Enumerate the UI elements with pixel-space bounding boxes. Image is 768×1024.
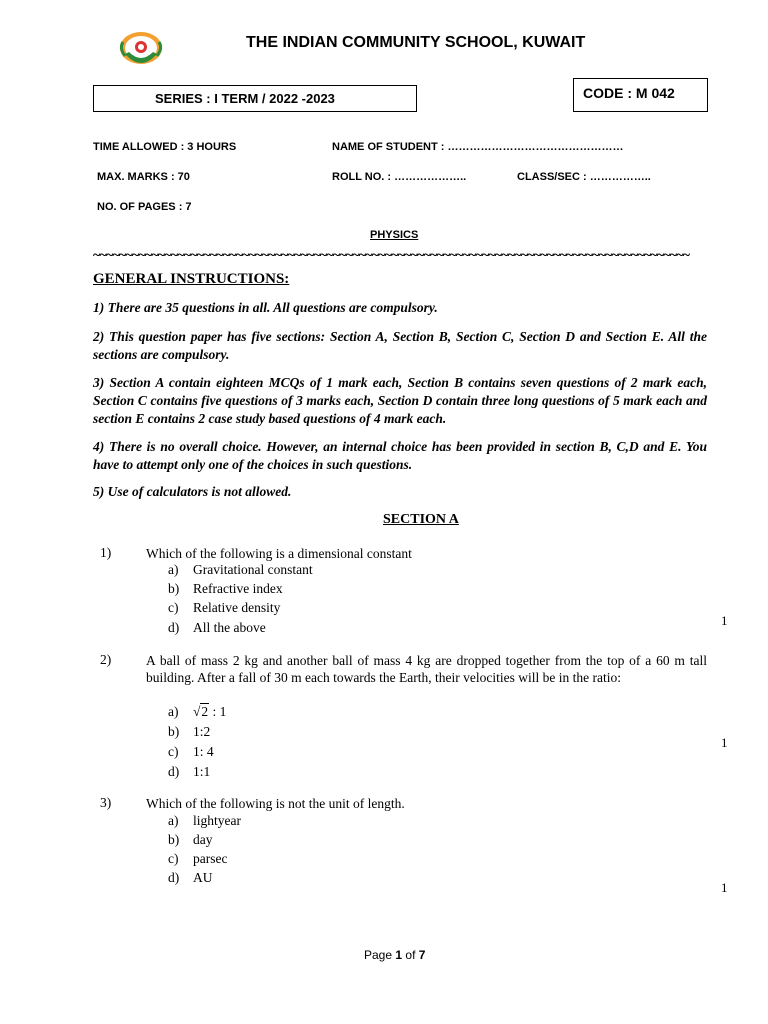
option-label: d)	[168, 764, 180, 779]
option-label: c)	[168, 851, 179, 866]
roll-no: ROLL NO. : ………………..	[332, 171, 467, 183]
question-marks: 1	[721, 880, 728, 895]
time-allowed: TIME ALLOWED : 3 HOURS	[93, 141, 237, 153]
option	[168, 832, 213, 848]
option-text: lightyear	[193, 813, 241, 828]
school-emblem-icon	[113, 28, 169, 72]
option-label: a)	[168, 704, 179, 719]
option-text: Gravitational constant	[193, 562, 313, 577]
instruction-item: 3) Section A contain eighteen MCQs of 1 mark each, Section B contains seven questions of 2 mark each, Section C contains five questions of 3 marks each, Section D contain three long questions of 5 mark each and section E contains 2 case study based questions of 4 mark each.	[93, 375, 707, 426]
option-text: Refractive index	[193, 581, 283, 596]
option-label: a)	[168, 562, 179, 577]
option-text: day	[193, 832, 213, 847]
page-current: 1	[395, 948, 403, 962]
option	[168, 813, 241, 829]
option-text: 1:1	[193, 764, 211, 779]
school-name: THE INDIAN COMMUNITY SCHOOL, KUWAIT	[246, 34, 586, 51]
instruction-item: 2) This question paper has five sections: Section A, Section B, Section C, Section D and Section E. All the sections are compulsory.	[93, 329, 707, 362]
option-label: b)	[168, 832, 180, 847]
question-text: A ball of mass 2 kg and another ball of mass 4 kg are dropped together from the top of a 60 m tall building. After a fall of 30 m each towards the Earth, their velocities will be in the ratio:	[146, 653, 707, 685]
option	[168, 562, 313, 578]
section-a-heading: SECTION A	[383, 512, 459, 527]
option-suffix: : 1	[209, 704, 227, 719]
page-word: Page	[364, 948, 393, 962]
option	[168, 704, 226, 720]
option-label: b)	[168, 724, 180, 739]
option-label: b)	[168, 581, 180, 596]
option	[168, 744, 214, 760]
page-total: 7	[418, 948, 426, 962]
question-marks: 1	[721, 613, 728, 628]
subject-title: PHYSICS	[370, 229, 419, 241]
option-text: AU	[193, 870, 213, 885]
option-text: parsec	[193, 851, 228, 866]
option-label: d)	[168, 620, 180, 635]
question-text: Which of the following is not the unit of length.	[146, 796, 405, 811]
option-label: d)	[168, 870, 180, 885]
option	[168, 600, 280, 616]
instruction-item: 1) There are 35 questions in all. All questions are compulsory.	[93, 300, 438, 315]
option	[168, 851, 227, 867]
question-marks: 1	[721, 735, 728, 750]
question-number: 1)	[100, 545, 112, 560]
page-footer	[364, 948, 425, 962]
option	[168, 620, 266, 636]
option	[168, 764, 210, 780]
option-text: 1: 4	[193, 744, 214, 759]
sqrt-symbol: √2	[193, 704, 209, 719]
option	[168, 724, 210, 740]
of-word: of	[405, 948, 416, 962]
question-number: 3)	[100, 795, 112, 810]
separator-line: ~~~~~~~~~~~~~~~~~~~~~~~~~~~~~~~~~~~~~~~~~~~~~~~~~~~~~~~~~~~~~~~~~~~~~~~~~~~~~~~~~~~~~~~~~~~~	[93, 249, 690, 263]
instruction-item: 4) There is no overall choice. However, an internal choice has been provided in section B, C,D and E. You have to attempt only one of the choices in such questions.	[93, 439, 707, 472]
max-marks: MAX. MARKS : 70	[97, 171, 190, 183]
code-label: CODE : M 042	[583, 85, 675, 101]
question-number: 2)	[100, 652, 112, 667]
option-text: All the above	[193, 620, 266, 635]
option-label: c)	[168, 600, 179, 615]
instruction-item: 5) Use of calculators is not allowed.	[93, 484, 292, 499]
option	[168, 870, 213, 886]
option-text: Relative density	[193, 600, 281, 615]
option-label: a)	[168, 813, 179, 828]
option-text: 1:2	[193, 724, 211, 739]
name-of-student: NAME OF STUDENT : …………………………………………	[332, 141, 624, 153]
instructions-heading: GENERAL INSTRUCTIONS:	[93, 271, 290, 287]
no-of-pages: NO. OF PAGES : 7	[97, 201, 192, 213]
series-label: SERIES : I TERM / 2022 -2023	[155, 91, 335, 106]
class-sec: CLASS/SEC : ……………..	[517, 171, 651, 183]
question-text: Which of the following is a dimensional constant	[146, 546, 412, 561]
option-label: c)	[168, 744, 179, 759]
option-text: 2	[201, 704, 209, 719]
option	[168, 581, 283, 597]
